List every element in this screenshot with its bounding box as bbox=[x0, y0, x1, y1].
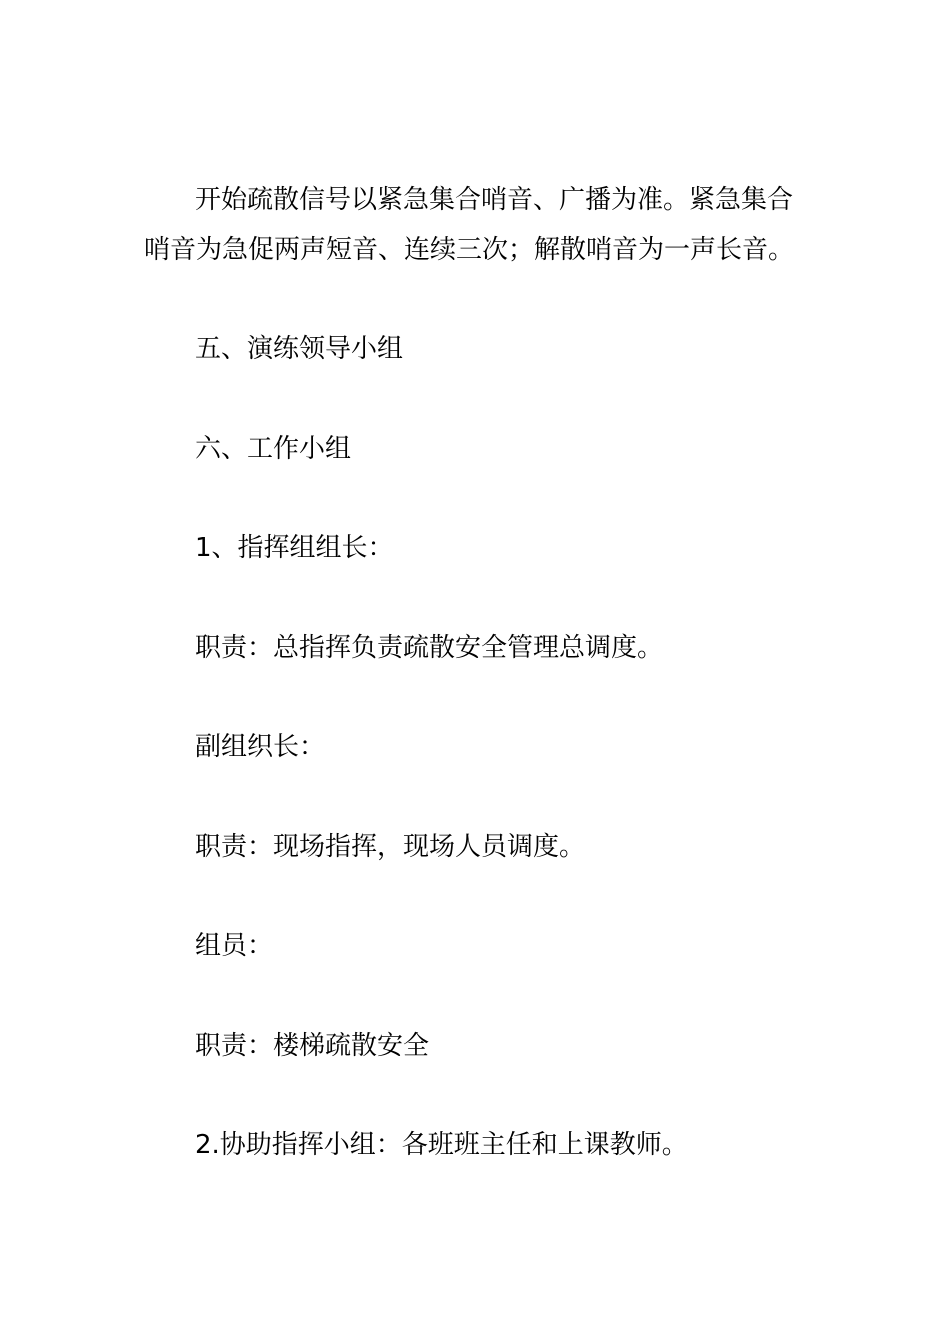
paragraph-evacuation-signal-line2: 哨音为急促两声短音、连续三次；解散哨音为一声长音。 bbox=[144, 235, 795, 265]
item-assisting-command-group: 2.协助指挥小组：各班班主任和上课教师。 bbox=[195, 1130, 688, 1160]
duty-members: 职责：楼梯疏散安全 bbox=[195, 1031, 430, 1061]
heading-drill-leadership-group: 五、演练领导小组 bbox=[195, 334, 404, 364]
item-deputy-leader: 副组织长： bbox=[195, 732, 326, 762]
paragraph-evacuation-signal-line1: 开始疏散信号以紧急集合哨音、广播为准。紧急集合 bbox=[195, 185, 794, 215]
heading-work-group: 六、工作小组 bbox=[195, 434, 352, 464]
item-members: 组员： bbox=[195, 931, 274, 961]
item-command-group-leader: 1、指挥组组长： bbox=[195, 533, 394, 563]
duty-commander: 职责：总指挥负责疏散安全管理总调度。 bbox=[195, 633, 664, 663]
duty-deputy-leader: 职责：现场指挥，现场人员调度。 bbox=[195, 832, 586, 862]
